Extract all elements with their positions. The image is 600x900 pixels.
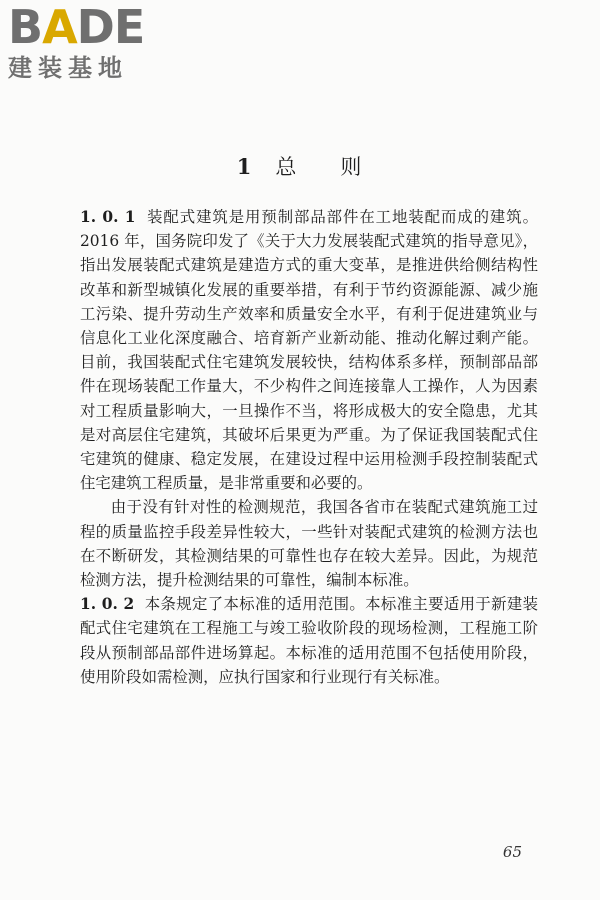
clause-number: 1. 0. 2 <box>80 595 135 614</box>
logo-letters-de: DE <box>76 0 145 54</box>
chapter-number: 1 <box>236 154 254 179</box>
clause-1-0-1 <box>80 205 538 495</box>
logo-letter-a: A <box>42 0 77 54</box>
document-body <box>80 205 538 689</box>
page-number: 65 <box>502 843 522 861</box>
chapter-title-word-2: 则 <box>340 155 364 179</box>
clause-1-0-2 <box>80 592 538 689</box>
logo-letter-b: B <box>8 0 43 54</box>
logo-subtitle: 建装基地 <box>8 54 128 82</box>
clause-text: 装配式建筑是用预制部品部件在工地装配而成的建筑。2016 年，国务院印发了《关于大力发展装配式建筑的指导意见》，指出发展装配式建筑是建造方式的重大变革，是推进供给侧结构性改革和新型城镇化发展的重要举措，有利于节约资源能源、减少施工污染、提升劳动生产效率和质量安全水平，有利于促进建筑业与信息化工业化深度融合、培育新产业新动能、推动化解过剩产能。目前，我国装配式住宅建筑发展较快，结构体系多样，预制部品部件在现场装配工作量大，不少构件之间连接靠人工操作，人为因素对工程质量影响大，一旦操作不当，将形成极大的安全隐患，尤其是对高层住宅建筑，其破坏后果更为严重。为了保证我国装配式住宅建筑的健康、稳定发展，在建设过程中运用检测手段控制装配式住宅建筑工程质量，是非常重要和必要的。 <box>80 208 538 493</box>
chapter-title <box>0 151 600 181</box>
publisher-logo <box>8 2 178 82</box>
clause-1-0-1-paragraph-2: 由于没有针对性的检测规范，我国各省市在装配式建筑施工过程的质量监控手段差异性较大，一些针对装配式建筑的检测方法也在不断研发，其检测结果的可靠性也存在较大差异。因此，为规范检测方法，提升检测结果的可靠性，编制本标准。 <box>80 498 538 590</box>
chapter-title-word-1: 总 <box>275 155 299 179</box>
logo-wordmark <box>8 2 178 52</box>
clause-text: 本条规定了本标准的适用范围。本标准主要适用于新建装配式住宅建筑在工程施工与竣工验收阶段的现场检测，工程施工阶段从预制部品部件进场算起。本标准的适用范围不包括使用阶段，使用阶段如需检测，应执行国家和行业现行有关标准。 <box>80 595 538 686</box>
clause-number: 1. 0. 1 <box>80 208 136 226</box>
